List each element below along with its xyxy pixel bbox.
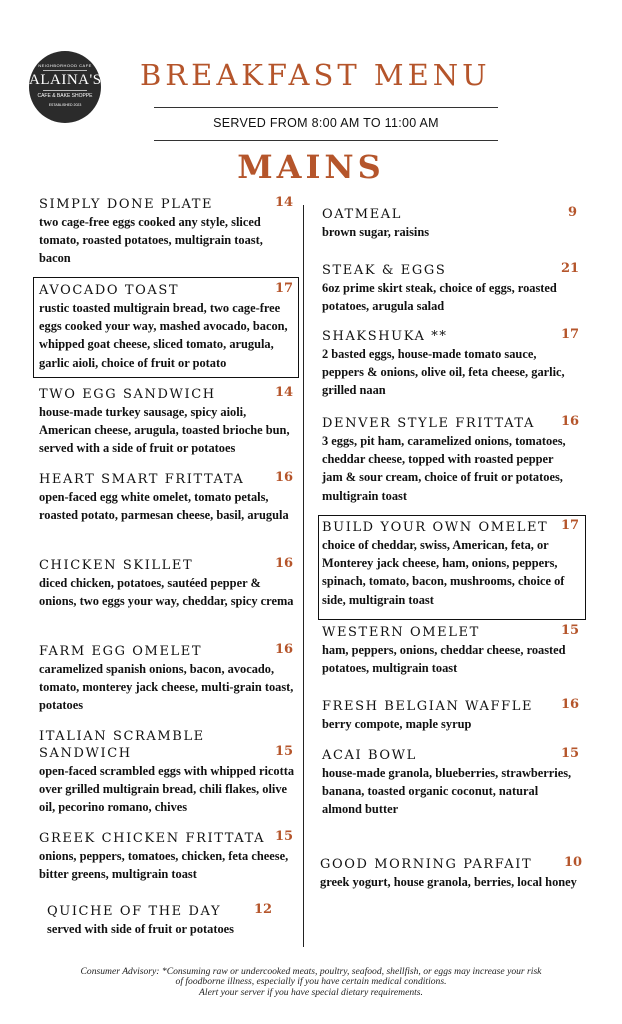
item-description: 2 basted eggs, house-made tomato sauce, peppers & onions, olive oil, feta cheese, garlic, grilled naan xyxy=(322,347,565,398)
item-description: open-faced egg white omelet, tomato petals, roasted potato, parmesan cheese, basil, arugula xyxy=(39,490,289,523)
item-name: CHICKEN SKILLET xyxy=(39,558,194,573)
item-price: 16 xyxy=(561,697,580,712)
menu-item xyxy=(39,728,297,817)
item-description: open-faced scrambled eggs with whipped ricotta over grilled multigrain bread, chili flakes, olive oil, pecorino romano, chives xyxy=(39,764,295,815)
item-price: 10 xyxy=(564,855,583,870)
item-name: ITALIAN SCRAMBLE SANDWICH xyxy=(39,729,205,761)
advisory-line: of foodborne illness, especially if you have certain medical conditions. xyxy=(175,976,447,988)
menu-item xyxy=(322,697,580,733)
serving-hours: SERVED FROM 8:00 AM TO 11:00 AM xyxy=(213,116,439,130)
item-price: 15 xyxy=(561,623,580,638)
item-description: rustic toasted multigrain bread, two cage-free eggs cooked your way, mashed avocado, bacon, whipped goat cheese, sliced tomato, arugula, garlic aioli, choice of fruit or potato xyxy=(39,301,288,370)
menu-item xyxy=(39,643,297,715)
item-description: berry compote, maple syrup xyxy=(322,717,472,731)
section-heading: MAINS xyxy=(237,148,385,186)
menu-item xyxy=(322,746,580,819)
menu-item xyxy=(322,414,580,505)
item-name: GOOD MORNING PARFAIT xyxy=(320,857,533,872)
column-divider xyxy=(303,205,304,947)
item-price: 14 xyxy=(275,195,294,210)
item-price: 16 xyxy=(561,414,580,429)
item-price: 15 xyxy=(275,829,294,844)
item-name: QUICHE OF THE DAY xyxy=(47,904,222,919)
logo-sub-text: CAFE & BAKE SHOPPE xyxy=(37,93,93,99)
item-price: 15 xyxy=(561,746,580,761)
item-price: 16 xyxy=(275,642,294,657)
item-price: 17 xyxy=(275,281,294,296)
item-description: choice of cheddar, swiss, American, feta, or Monterey jack cheese, ham, onions, peppers, spinach, tomato, bacon, mushrooms, choice of side, multigrain toast xyxy=(322,538,565,607)
item-description: 6oz prime skirt steak, choice of eggs, roasted potatoes, arugula salad xyxy=(322,281,557,314)
menu-item xyxy=(322,261,580,315)
title-divider xyxy=(154,107,498,108)
item-description: house-made turkey sausage, spicy aioli, American cheese, arugula, toasted brioche bun, served with a side of fruit or potatoes xyxy=(39,405,290,456)
menu-item xyxy=(39,386,297,458)
item-name: FARM EGG OMELET xyxy=(39,644,203,659)
menu-item xyxy=(322,327,580,400)
item-description: brown sugar, raisins xyxy=(322,225,430,239)
item-description: served with side of fruit or potatoes xyxy=(47,922,234,936)
consumer-advisory xyxy=(30,967,592,998)
item-price: 14 xyxy=(275,385,294,400)
item-description: two cage-free eggs cooked any style, sliced tomato, roasted potatoes, multigrain toast, bacon xyxy=(39,215,263,266)
item-name: FRESH BELGIAN WAFFLE xyxy=(322,699,534,714)
advisory-line: Consumer Advisory: *Consuming raw or undercooked meats, poultry, seafood, shellfish, or eggs may increase your risk xyxy=(80,966,542,977)
logo-divider xyxy=(43,70,87,71)
menu-item xyxy=(320,856,578,891)
menu-item xyxy=(322,206,577,241)
menu-item xyxy=(39,830,297,883)
item-name: ACAI BOWL xyxy=(322,748,417,763)
item-price: 12 xyxy=(254,902,273,917)
menu-item xyxy=(322,519,576,609)
item-name: TWO EGG SANDWICH xyxy=(39,387,216,402)
menu-item xyxy=(39,471,297,524)
item-price: 17 xyxy=(561,327,580,342)
hours-divider xyxy=(154,140,498,141)
page-title: BREAKFAST MENU xyxy=(140,58,491,92)
logo-divider xyxy=(43,90,87,91)
item-description: greek yogurt, house granola, berries, local honey xyxy=(320,875,577,889)
item-description: diced chicken, potatoes, sautéed pepper & onions, two eggs your way, cheddar, spicy crema xyxy=(39,576,294,609)
item-name: GREEK CHICKEN FRITTATA xyxy=(39,831,266,846)
cafe-logo xyxy=(29,51,101,123)
item-description: house-made granola, blueberries, strawberries, banana, toasted organic coconut, natural almond butter xyxy=(322,766,572,817)
item-name: SHAKSHUKA ** xyxy=(322,329,448,344)
item-name: WESTERN OMELET xyxy=(322,625,480,640)
item-price: 16 xyxy=(275,556,294,571)
item-price: 21 xyxy=(561,261,580,276)
logo-name: ALAINA'S xyxy=(29,72,102,88)
item-name: DENVER STYLE FRITTATA xyxy=(322,416,535,431)
advisory-line: Alert your server if you have special dietary requirements. xyxy=(199,986,423,998)
item-price: 9 xyxy=(568,205,578,220)
item-description: ham, peppers, onions, cheddar cheese, roasted potatoes, multigrain toast xyxy=(322,643,566,676)
logo-est-text: ESTABLISHED 2023 xyxy=(48,103,82,107)
logo-top-text: NEIGHBORHOOD CAFE xyxy=(38,63,92,68)
item-name: STEAK & EGGS xyxy=(322,263,447,278)
item-name: HEART SMART FRITTATA xyxy=(39,472,245,487)
menu-item xyxy=(39,196,297,268)
item-name: SIMPLY DONE PLATE xyxy=(39,197,214,212)
item-name: OATMEAL xyxy=(322,207,403,222)
item-description: 3 eggs, pit ham, caramelized onions, tomatoes, cheddar cheese, topped with roasted pepper jam & sour cream, choice of fruit or potatoes, multigrain toast xyxy=(322,434,566,503)
menu-item xyxy=(322,623,580,677)
item-name: AVOCADO TOAST xyxy=(39,283,180,298)
item-price: 15 xyxy=(275,744,294,759)
menu-item xyxy=(39,557,297,610)
menu-item xyxy=(39,282,293,372)
item-name: BUILD YOUR OWN OMELET xyxy=(322,520,549,535)
item-description: onions, peppers, tomatoes, chicken, feta cheese, bitter greens, multigrain toast xyxy=(39,849,289,882)
item-price: 17 xyxy=(561,518,580,533)
item-price: 16 xyxy=(275,470,294,485)
item-description: caramelized spanish onions, bacon, avocado, tomato, monterey jack cheese, multi-grain toast, potatoes xyxy=(39,662,294,713)
